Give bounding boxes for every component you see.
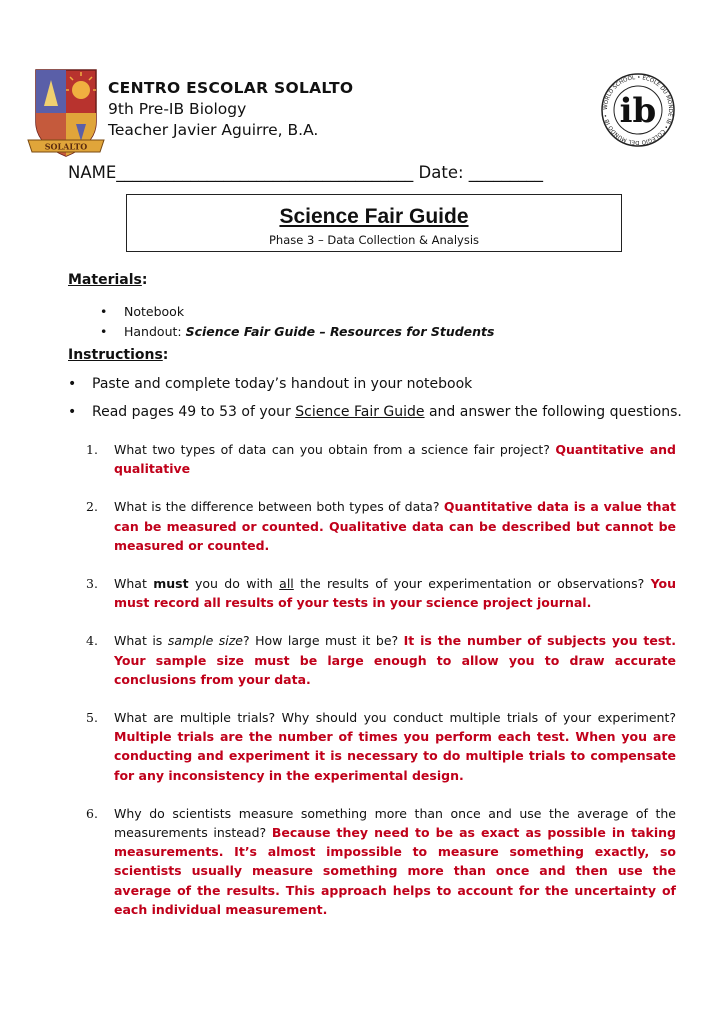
instruction-item [68, 404, 682, 420]
instruction-text-1: Paste and complete today’s handout in your notebook [92, 376, 473, 392]
question-item: 3. What must you do with all the results of your experimentation or observations? You must record all results of your tests in your science project journal. [86, 574, 676, 612]
instructions-heading: Instructions: [68, 347, 169, 363]
question-number: 3. [86, 576, 98, 592]
answer-text: Because they need to be as exact as possible in taking measurements. It’s almost impossible to measure something exactly, so scientists usually measure something more than once and then use the average of the results. This approach helps to account for the uncertainty of each individual measurement. [114, 825, 676, 917]
question-number: 5. [86, 710, 98, 726]
teacher-name: Teacher Javier Aguirre, B.A. [108, 121, 319, 139]
bullet-icon: • [68, 404, 77, 420]
material-notebook: Notebook [124, 304, 185, 319]
ib-world-school-logo-icon [600, 72, 676, 148]
answer-text: Quantitative and qualitative [114, 442, 676, 477]
page-subtitle: Phase 3 – Data Collection & Analysis [268, 233, 480, 247]
school-info [108, 78, 353, 141]
date-label: Date: [418, 163, 464, 182]
science-fair-guide-link: Science Fair Guide [295, 404, 425, 420]
instruction-item [68, 376, 472, 392]
answer-text: Multiple trials are the number of times you perform each test. When you are conducting and experiment it is necessary to do multiple trials to compensate for any inconsistency in the experimental design. [114, 729, 676, 783]
materials-heading: Materials: [68, 272, 148, 288]
question-number: 6. [86, 805, 98, 821]
question-list [86, 440, 676, 919]
instructions-heading-text: Instructions [68, 347, 163, 363]
instruction-text-2: Read pages 49 to 53 of your Science Fair Guide and answer the following questions. [92, 404, 682, 420]
name-date-line [68, 163, 678, 182]
answer-text: You must record all results of your tests in your science project journal. [114, 576, 677, 611]
question-number: 4. [86, 633, 98, 649]
ib-ring-text: WORLD SCHOOL • ÉCOLE DU MONDE IB • COLEGIO DEL MUNDO IB • [602, 74, 674, 146]
school-name: CENTRO ESCOLAR SOLALTO [108, 79, 354, 97]
title-box [126, 194, 622, 252]
crest-banner-text: SOLALTO [44, 141, 88, 152]
name-blank[interactable]: ____________________________________ [116, 163, 414, 182]
bullet-icon: • [68, 376, 77, 392]
question-text: Why do scientists measure something more than once and use the average of the measurements instead? [114, 805, 676, 841]
date-blank[interactable]: _________ [468, 163, 544, 182]
question-text: What is the difference between both types of data? [114, 499, 444, 515]
question-item: 4. What is sample size? How large must it be? It is the number of subjects you test. Your sample size must be large enough to allow you to draw accurate conclusions from your data. [86, 631, 676, 689]
school-crest-icon [26, 66, 106, 164]
question-item [86, 708, 676, 785]
question-number: 1. [86, 442, 98, 457]
materials-heading-text: Materials [68, 272, 142, 288]
question-number: 2. [86, 499, 98, 515]
material-handout: Handout: Science Fair Guide – Resources for Students [124, 324, 495, 339]
question-item [86, 497, 676, 555]
bullet-icon: • [100, 324, 108, 339]
list-item [100, 302, 494, 322]
question-item [86, 440, 676, 478]
answer-text: It is the number of subjects you test. Your sample size must be large enough to allow you to draw accurate conclusions from your data. [114, 633, 676, 687]
answer-text: Quantitative data is a value that can be measured or counted. Qualitative data can be described but cannot be measured or counted. [114, 499, 676, 553]
ib-logo-text: ib [619, 91, 657, 131]
course-name: 9th Pre-IB Biology [108, 100, 247, 118]
question-text: What are multiple trials? Why should you conduct multiple trials of your experiment? [114, 710, 676, 726]
materials-list [100, 302, 494, 342]
page-title: Science Fair Guide [279, 205, 469, 228]
bullet-icon: • [100, 304, 108, 319]
name-label: NAME [68, 163, 117, 182]
question-text: What two types of data can you obtain from a science fair project? [114, 442, 556, 457]
question-item [86, 804, 676, 919]
list-item [100, 322, 494, 342]
